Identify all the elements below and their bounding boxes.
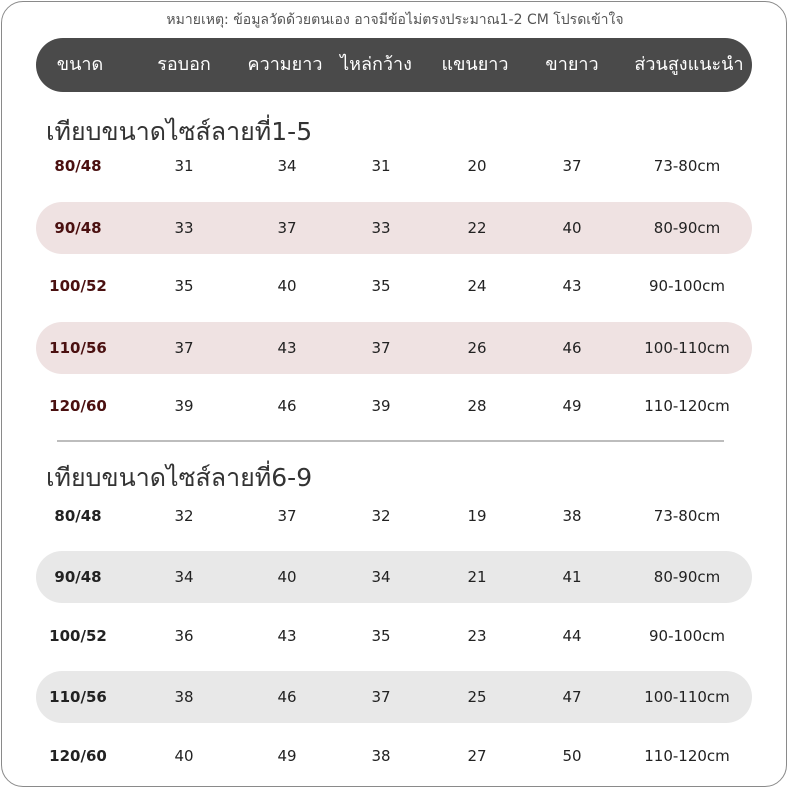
table-row xyxy=(36,322,752,374)
cell-shoulder: 39 xyxy=(371,397,391,415)
table-row xyxy=(36,610,752,662)
header-length: ความยาว xyxy=(247,54,323,75)
cell-sleeve: 19 xyxy=(467,507,487,525)
cell-height: 80-90cm xyxy=(653,568,721,586)
header-pants-length: ขายาว xyxy=(545,54,599,75)
cell-size: 120/60 xyxy=(49,397,107,415)
table-row xyxy=(36,551,752,603)
cell-chest: 39 xyxy=(174,397,194,415)
cell-pants-length: 49 xyxy=(562,397,582,415)
table-row xyxy=(36,380,752,432)
cell-height: 73-80cm xyxy=(653,507,721,525)
cell-height: 73-80cm xyxy=(653,157,721,175)
cell-height: 110-120cm xyxy=(644,747,730,765)
header-sleeve: แขนยาว xyxy=(441,54,509,75)
cell-chest: 33 xyxy=(174,219,194,237)
cell-pants-length: 47 xyxy=(562,688,582,706)
cell-sleeve: 25 xyxy=(467,688,487,706)
table-row xyxy=(36,490,752,542)
cell-chest: 37 xyxy=(174,339,194,357)
cell-sleeve: 26 xyxy=(467,339,487,357)
table-row xyxy=(36,140,752,192)
cell-size: 100/52 xyxy=(49,627,107,645)
cell-sleeve: 23 xyxy=(467,627,487,645)
measurement-note: หมายเหตุ: ข้อมูลวัดด้วยตนเอง อาจมีข้อไม่ตรงประมาณ1-2 CM โปรดเข้าใจ xyxy=(166,12,624,28)
table-row xyxy=(36,202,752,254)
cell-height: 110-120cm xyxy=(644,397,730,415)
cell-length: 46 xyxy=(277,688,297,706)
cell-length: 43 xyxy=(277,339,297,357)
cell-pants-length: 40 xyxy=(562,219,582,237)
table-row xyxy=(36,730,752,782)
cell-length: 40 xyxy=(277,568,297,586)
cell-sleeve: 21 xyxy=(467,568,487,586)
cell-shoulder: 37 xyxy=(371,688,391,706)
cell-length: 46 xyxy=(277,397,297,415)
section-title-2: เทียบขนาดไซส์ลายที่6-9 xyxy=(46,463,313,492)
cell-height: 90-100cm xyxy=(649,277,725,295)
cell-sleeve: 20 xyxy=(467,157,487,175)
cell-size: 110/56 xyxy=(49,688,107,706)
cell-pants-length: 37 xyxy=(562,157,582,175)
cell-chest: 34 xyxy=(174,568,194,586)
cell-pants-length: 44 xyxy=(562,627,582,645)
cell-sleeve: 27 xyxy=(467,747,487,765)
cell-height: 90-100cm xyxy=(649,627,725,645)
cell-shoulder: 31 xyxy=(371,157,391,175)
cell-shoulder: 35 xyxy=(371,277,391,295)
cell-pants-length: 43 xyxy=(562,277,582,295)
cell-height: 100-110cm xyxy=(644,688,730,706)
cell-height: 80-90cm xyxy=(653,219,721,237)
cell-pants-length: 46 xyxy=(562,339,582,357)
header-shoulder: ไหล่กว้าง xyxy=(340,54,412,75)
cell-chest: 38 xyxy=(174,688,194,706)
cell-length: 43 xyxy=(277,627,297,645)
cell-chest: 31 xyxy=(174,157,194,175)
cell-size: 100/52 xyxy=(49,277,107,295)
cell-pants-length: 41 xyxy=(562,568,582,586)
cell-length: 40 xyxy=(277,277,297,295)
cell-size: 90/48 xyxy=(54,568,102,586)
cell-size: 90/48 xyxy=(54,219,102,237)
cell-pants-length: 38 xyxy=(562,507,582,525)
cell-size: 80/48 xyxy=(54,507,102,525)
cell-shoulder: 34 xyxy=(371,568,391,586)
header-chest: รอบอก xyxy=(157,54,211,75)
cell-length: 34 xyxy=(277,157,297,175)
cell-shoulder: 32 xyxy=(371,507,391,525)
table-row xyxy=(36,671,752,723)
header-size: ขนาด xyxy=(56,54,104,75)
cell-sleeve: 22 xyxy=(467,219,487,237)
cell-height: 100-110cm xyxy=(644,339,730,357)
section-title-1: เทียบขนาดไซส์ลายที่1-5 xyxy=(46,117,313,146)
cell-shoulder: 38 xyxy=(371,747,391,765)
cell-size: 120/60 xyxy=(49,747,107,765)
section-divider xyxy=(57,440,724,442)
cell-sleeve: 28 xyxy=(467,397,487,415)
cell-shoulder: 37 xyxy=(371,339,391,357)
cell-sleeve: 24 xyxy=(467,277,487,295)
cell-chest: 35 xyxy=(174,277,194,295)
cell-size: 80/48 xyxy=(54,157,102,175)
cell-shoulder: 35 xyxy=(371,627,391,645)
cell-pants-length: 50 xyxy=(562,747,582,765)
cell-shoulder: 33 xyxy=(371,219,391,237)
cell-chest: 32 xyxy=(174,507,194,525)
table-header xyxy=(36,38,752,92)
header-recommended-height: ส่วนสูงแนะนำ xyxy=(634,54,744,75)
cell-length: 49 xyxy=(277,747,297,765)
table-row xyxy=(36,260,752,312)
cell-length: 37 xyxy=(277,219,297,237)
cell-length: 37 xyxy=(277,507,297,525)
cell-size: 110/56 xyxy=(49,339,107,357)
cell-chest: 40 xyxy=(174,747,194,765)
cell-chest: 36 xyxy=(174,627,194,645)
